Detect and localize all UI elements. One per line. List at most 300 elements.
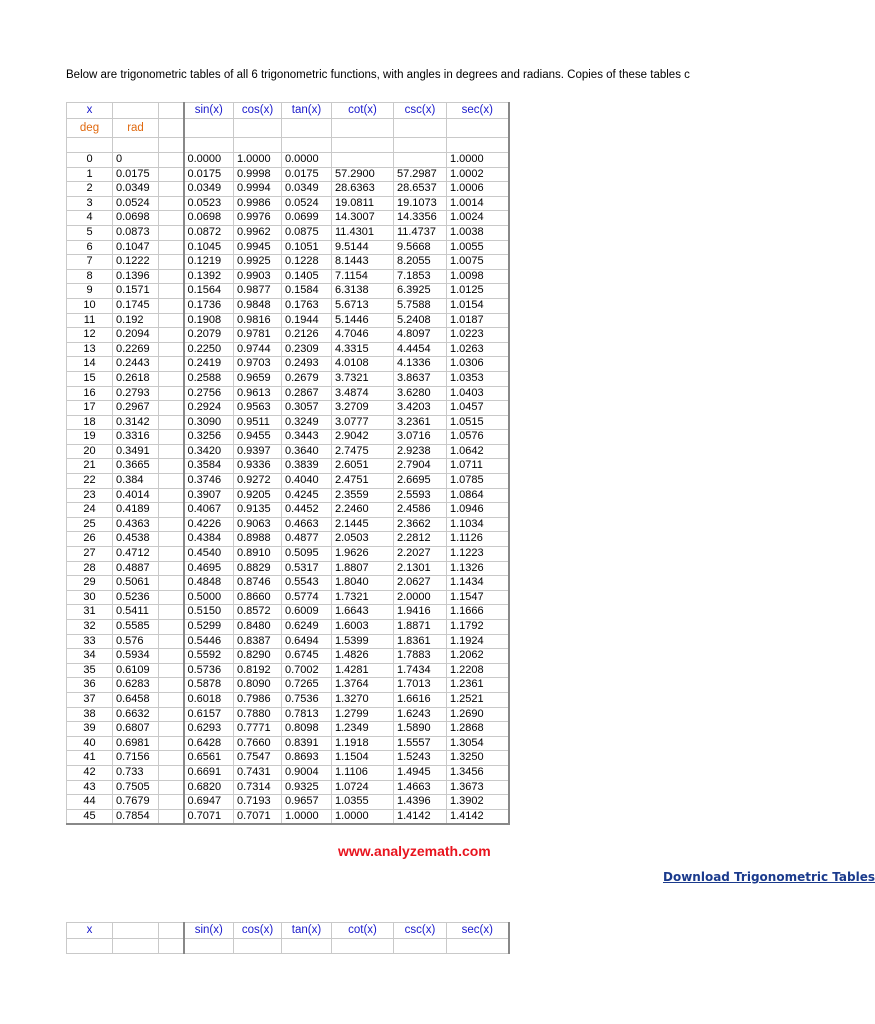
deg-cell: 19	[67, 430, 113, 445]
sec-cell: 1.0306	[447, 357, 509, 372]
unit-cell: deg	[67, 119, 113, 138]
sec-cell: 1.2062	[447, 649, 509, 664]
empty-cell	[159, 707, 184, 722]
cos-cell: 0.9998	[234, 167, 282, 182]
deg-cell: 2	[67, 182, 113, 197]
cos-cell: 0.9135	[234, 503, 282, 518]
empty-cell	[332, 119, 394, 138]
sec-cell: 1.0353	[447, 371, 509, 386]
deg-cell: 29	[67, 576, 113, 591]
cot-cell: 2.3559	[332, 488, 394, 503]
sin-cell: 0.1392	[184, 269, 234, 284]
empty-cell	[282, 138, 332, 153]
csc-cell: 1.8361	[394, 634, 447, 649]
deg-cell: 39	[67, 722, 113, 737]
csc-cell: 1.4663	[394, 780, 447, 795]
csc-cell: 1.6243	[394, 707, 447, 722]
empty-cell	[159, 284, 184, 299]
cot-cell: 1.1106	[332, 765, 394, 780]
tan-cell: 0.7265	[282, 678, 332, 693]
tan-cell: 0.6494	[282, 634, 332, 649]
csc-cell: 6.3925	[394, 284, 447, 299]
cos-cell: 0.7880	[234, 707, 282, 722]
table-row	[67, 722, 509, 737]
table-row	[67, 371, 509, 386]
sec-cell: 1.0263	[447, 342, 509, 357]
deg-cell: 33	[67, 634, 113, 649]
tan-cell: 0.7002	[282, 663, 332, 678]
rad-cell: 0.5236	[113, 590, 159, 605]
table-row	[67, 328, 509, 343]
cos-cell: 0.9336	[234, 459, 282, 474]
csc-cell: 3.8637	[394, 371, 447, 386]
table-row	[67, 517, 509, 532]
cos-cell: 0.8572	[234, 605, 282, 620]
table-row	[67, 780, 509, 795]
header-cell: csc(x)	[394, 923, 447, 939]
tan-cell: 0.0349	[282, 182, 332, 197]
sin-cell: 0.0000	[184, 153, 234, 168]
rad-cell: 0.4189	[113, 503, 159, 518]
empty-cell	[184, 138, 234, 153]
tan-cell: 0.6745	[282, 649, 332, 664]
csc-cell: 1.5557	[394, 736, 447, 751]
sec-cell: 1.0125	[447, 284, 509, 299]
csc-cell: 1.7013	[394, 678, 447, 693]
cot-cell: 6.3138	[332, 284, 394, 299]
rad-cell: 0.7156	[113, 751, 159, 766]
csc-cell: 1.7434	[394, 663, 447, 678]
deg-cell: 3	[67, 196, 113, 211]
sin-cell: 0.5592	[184, 649, 234, 664]
table-row	[67, 167, 509, 182]
sec-cell: 1.0000	[447, 153, 509, 168]
table-row	[67, 576, 509, 591]
deg-cell: 44	[67, 795, 113, 810]
empty-cell	[234, 119, 282, 138]
empty-cell	[159, 939, 184, 954]
rad-cell: 0.2967	[113, 401, 159, 416]
sin-cell: 0.1219	[184, 255, 234, 270]
csc-cell: 1.9416	[394, 605, 447, 620]
cot-cell: 1.1504	[332, 751, 394, 766]
tan-cell: 0.1228	[282, 255, 332, 270]
tan-cell: 0.1405	[282, 269, 332, 284]
header-cell: cos(x)	[234, 923, 282, 939]
empty-cell	[184, 939, 234, 954]
cos-cell: 0.9877	[234, 284, 282, 299]
rad-cell: 0.3665	[113, 459, 159, 474]
table-row	[67, 503, 509, 518]
table-row	[67, 663, 509, 678]
sec-cell: 1.1924	[447, 634, 509, 649]
cos-cell: 0.8290	[234, 649, 282, 664]
cot-cell: 3.7321	[332, 371, 394, 386]
deg-cell: 24	[67, 503, 113, 518]
empty-cell	[159, 430, 184, 445]
empty-cell	[159, 153, 184, 168]
rad-cell: 0.4014	[113, 488, 159, 503]
cos-cell: 0.9397	[234, 444, 282, 459]
sec-cell: 1.2868	[447, 722, 509, 737]
sin-cell: 0.3907	[184, 488, 234, 503]
table-row	[67, 313, 509, 328]
tan-cell: 0.8098	[282, 722, 332, 737]
sec-cell: 1.4142	[447, 809, 509, 824]
tan-cell: 0.8693	[282, 751, 332, 766]
csc-cell: 2.2027	[394, 547, 447, 562]
cos-cell: 0.9563	[234, 401, 282, 416]
cot-cell: 2.9042	[332, 430, 394, 445]
deg-cell: 23	[67, 488, 113, 503]
empty-cell	[159, 474, 184, 489]
cos-cell: 0.9816	[234, 313, 282, 328]
cot-cell: 3.2709	[332, 401, 394, 416]
rad-cell: 0.1222	[113, 255, 159, 270]
cot-cell: 4.7046	[332, 328, 394, 343]
rad-cell: 0.4363	[113, 517, 159, 532]
rad-cell: 0.1047	[113, 240, 159, 255]
sin-cell: 0.4540	[184, 547, 234, 562]
csc-cell: 7.1853	[394, 269, 447, 284]
rad-cell: 0.192	[113, 313, 159, 328]
cot-cell: 11.4301	[332, 225, 394, 240]
empty-cell	[159, 561, 184, 576]
cos-cell: 1.0000	[234, 153, 282, 168]
sin-cell: 0.6428	[184, 736, 234, 751]
tan-cell: 0.6009	[282, 605, 332, 620]
deg-cell: 27	[67, 547, 113, 562]
tan-cell: 0.3640	[282, 444, 332, 459]
tan-cell: 0.1944	[282, 313, 332, 328]
rad-cell: 0.3316	[113, 430, 159, 445]
tan-cell: 0.2309	[282, 342, 332, 357]
sin-cell: 0.1908	[184, 313, 234, 328]
table-row	[67, 547, 509, 562]
table-row	[67, 444, 509, 459]
tan-cell: 0.4245	[282, 488, 332, 503]
table-row	[67, 153, 509, 168]
sin-cell: 0.1564	[184, 284, 234, 299]
cot-cell: 1.9626	[332, 547, 394, 562]
trig-table	[66, 102, 510, 825]
empty-cell	[394, 939, 447, 954]
deg-cell: 21	[67, 459, 113, 474]
spacer-row	[67, 138, 509, 153]
sec-cell: 1.0098	[447, 269, 509, 284]
cos-cell: 0.8480	[234, 620, 282, 635]
csc-cell	[394, 153, 447, 168]
empty-cell	[282, 939, 332, 954]
deg-cell: 18	[67, 415, 113, 430]
csc-cell: 9.5668	[394, 240, 447, 255]
tan-cell: 0.4040	[282, 474, 332, 489]
cos-cell: 0.9781	[234, 328, 282, 343]
csc-cell: 1.6616	[394, 692, 447, 707]
header-cell: cot(x)	[332, 103, 394, 119]
empty-cell	[113, 138, 159, 153]
tan-cell: 0.3249	[282, 415, 332, 430]
empty-cell	[159, 488, 184, 503]
deg-cell: 30	[67, 590, 113, 605]
cos-cell: 0.7547	[234, 751, 282, 766]
empty-cell	[159, 415, 184, 430]
sec-cell: 1.2690	[447, 707, 509, 722]
rad-cell: 0.1571	[113, 284, 159, 299]
csc-cell: 2.4586	[394, 503, 447, 518]
empty-cell	[394, 138, 447, 153]
header-cell: sec(x)	[447, 103, 509, 119]
empty-cell	[159, 649, 184, 664]
empty-cell	[159, 620, 184, 635]
sec-cell: 1.1547	[447, 590, 509, 605]
sin-cell: 0.6691	[184, 765, 234, 780]
table-row	[67, 692, 509, 707]
rad-cell: 0.5411	[113, 605, 159, 620]
empty-cell	[159, 795, 184, 810]
sec-cell: 1.0403	[447, 386, 509, 401]
cos-cell: 0.8660	[234, 590, 282, 605]
tan-cell: 0.9657	[282, 795, 332, 810]
tan-cell: 0.2679	[282, 371, 332, 386]
sec-cell: 1.1326	[447, 561, 509, 576]
cos-cell: 0.8090	[234, 678, 282, 693]
sec-cell: 1.2361	[447, 678, 509, 693]
sec-cell: 1.0038	[447, 225, 509, 240]
cos-cell: 0.9962	[234, 225, 282, 240]
sec-cell: 1.0024	[447, 211, 509, 226]
sin-cell: 0.6018	[184, 692, 234, 707]
sin-cell: 0.6947	[184, 795, 234, 810]
cot-cell: 2.4751	[332, 474, 394, 489]
empty-cell	[394, 119, 447, 138]
cos-cell: 0.8746	[234, 576, 282, 591]
rad-cell: 0.6283	[113, 678, 159, 693]
sin-cell: 0.3746	[184, 474, 234, 489]
deg-cell: 40	[67, 736, 113, 751]
empty-cell	[159, 678, 184, 693]
cos-cell: 0.7986	[234, 692, 282, 707]
rad-cell: 0.6981	[113, 736, 159, 751]
unit-cell: rad	[113, 119, 159, 138]
deg-cell: 4	[67, 211, 113, 226]
header-cell	[159, 923, 184, 939]
site-url: www.analyzemath.com	[338, 843, 491, 859]
empty-cell	[447, 119, 509, 138]
sec-cell: 1.1034	[447, 517, 509, 532]
empty-cell	[159, 328, 184, 343]
sin-cell: 0.4384	[184, 532, 234, 547]
rad-cell: 0.3142	[113, 415, 159, 430]
csc-cell: 2.1301	[394, 561, 447, 576]
deg-cell: 25	[67, 517, 113, 532]
sin-cell: 0.2924	[184, 401, 234, 416]
deg-cell: 15	[67, 371, 113, 386]
tan-cell: 0.1051	[282, 240, 332, 255]
spacer-row	[67, 939, 509, 954]
cot-cell: 5.6713	[332, 298, 394, 313]
tan-cell: 0.8391	[282, 736, 332, 751]
sec-cell: 1.0576	[447, 430, 509, 445]
deg-cell: 12	[67, 328, 113, 343]
sec-cell: 1.0642	[447, 444, 509, 459]
sec-cell: 1.1434	[447, 576, 509, 591]
sin-cell: 0.2756	[184, 386, 234, 401]
cot-cell: 1.4281	[332, 663, 394, 678]
deg-cell: 42	[67, 765, 113, 780]
sec-cell: 1.0014	[447, 196, 509, 211]
cot-cell: 1.1918	[332, 736, 394, 751]
cot-cell: 1.8040	[332, 576, 394, 591]
empty-cell	[67, 939, 113, 954]
empty-cell	[159, 342, 184, 357]
csc-cell: 3.0716	[394, 430, 447, 445]
empty-cell	[234, 138, 282, 153]
tan-cell: 0.5543	[282, 576, 332, 591]
csc-cell: 4.8097	[394, 328, 447, 343]
cos-cell: 0.9613	[234, 386, 282, 401]
cos-cell: 0.7314	[234, 780, 282, 795]
empty-cell	[159, 401, 184, 416]
csc-cell: 11.4737	[394, 225, 447, 240]
deg-cell: 38	[67, 707, 113, 722]
deg-cell: 16	[67, 386, 113, 401]
header-cell: x	[67, 103, 113, 119]
deg-cell: 11	[67, 313, 113, 328]
empty-cell	[159, 138, 184, 153]
tan-cell: 1.0000	[282, 809, 332, 824]
deg-cell: 5	[67, 225, 113, 240]
empty-cell	[159, 225, 184, 240]
empty-cell	[184, 119, 234, 138]
cos-cell: 0.8192	[234, 663, 282, 678]
table-row	[67, 474, 509, 489]
empty-cell	[159, 751, 184, 766]
csc-cell: 8.2055	[394, 255, 447, 270]
tan-cell: 0.4452	[282, 503, 332, 518]
tan-cell: 0.9325	[282, 780, 332, 795]
cot-cell: 1.0355	[332, 795, 394, 810]
cos-cell: 0.9703	[234, 357, 282, 372]
rad-cell: 0.1396	[113, 269, 159, 284]
sin-cell: 0.6157	[184, 707, 234, 722]
cot-cell: 3.0777	[332, 415, 394, 430]
table-row	[67, 765, 509, 780]
cot-cell: 1.6003	[332, 620, 394, 635]
csc-cell: 3.6280	[394, 386, 447, 401]
empty-cell	[159, 357, 184, 372]
sec-cell: 1.0785	[447, 474, 509, 489]
table-row	[67, 211, 509, 226]
cos-cell: 0.9659	[234, 371, 282, 386]
sin-cell: 0.0175	[184, 167, 234, 182]
tan-cell: 0.7536	[282, 692, 332, 707]
sin-cell: 0.5446	[184, 634, 234, 649]
csc-cell: 1.7883	[394, 649, 447, 664]
rad-cell: 0.1745	[113, 298, 159, 313]
empty-cell	[159, 517, 184, 532]
tan-cell: 0.2126	[282, 328, 332, 343]
cot-cell: 1.8807	[332, 561, 394, 576]
cot-cell: 57.2900	[332, 167, 394, 182]
rad-cell: 0.733	[113, 765, 159, 780]
cos-cell: 0.9272	[234, 474, 282, 489]
header-cell: sin(x)	[184, 923, 234, 939]
cos-cell: 0.9205	[234, 488, 282, 503]
cot-cell: 2.6051	[332, 459, 394, 474]
sin-cell: 0.1736	[184, 298, 234, 313]
deg-cell: 9	[67, 284, 113, 299]
cos-cell: 0.8829	[234, 561, 282, 576]
header-row	[67, 923, 509, 939]
csc-cell: 1.5243	[394, 751, 447, 766]
rad-cell: 0.6458	[113, 692, 159, 707]
tan-cell: 0.1584	[282, 284, 332, 299]
sin-cell: 0.3256	[184, 430, 234, 445]
csc-cell: 1.8871	[394, 620, 447, 635]
cos-cell: 0.7660	[234, 736, 282, 751]
cos-cell: 0.8910	[234, 547, 282, 562]
sec-cell: 1.1223	[447, 547, 509, 562]
deg-cell: 43	[67, 780, 113, 795]
empty-cell	[159, 371, 184, 386]
table-row	[67, 795, 509, 810]
sec-cell: 1.0055	[447, 240, 509, 255]
deg-cell: 0	[67, 153, 113, 168]
sin-cell: 0.0523	[184, 196, 234, 211]
rad-cell: 0.5934	[113, 649, 159, 664]
sec-cell: 1.0711	[447, 459, 509, 474]
empty-cell	[113, 939, 159, 954]
sin-cell: 0.2588	[184, 371, 234, 386]
cot-cell: 8.1443	[332, 255, 394, 270]
rad-cell: 0.2269	[113, 342, 159, 357]
download-link[interactable]: Download Trigonometric Tables	[663, 870, 875, 884]
cos-cell: 0.8988	[234, 532, 282, 547]
empty-cell	[159, 119, 184, 138]
csc-cell: 1.5890	[394, 722, 447, 737]
tan-cell: 0.9004	[282, 765, 332, 780]
table-row	[67, 809, 509, 824]
csc-cell: 57.2987	[394, 167, 447, 182]
cos-cell: 0.7771	[234, 722, 282, 737]
sec-cell: 1.3250	[447, 751, 509, 766]
table-row	[67, 736, 509, 751]
cot-cell: 4.3315	[332, 342, 394, 357]
cos-cell: 0.9903	[234, 269, 282, 284]
cot-cell: 4.0108	[332, 357, 394, 372]
tan-cell: 0.0524	[282, 196, 332, 211]
table-row	[67, 678, 509, 693]
sin-cell: 0.7071	[184, 809, 234, 824]
empty-cell	[282, 119, 332, 138]
sec-cell: 1.1666	[447, 605, 509, 620]
sec-cell: 1.1792	[447, 620, 509, 635]
deg-cell: 14	[67, 357, 113, 372]
cot-cell: 5.1446	[332, 313, 394, 328]
csc-cell: 2.0627	[394, 576, 447, 591]
header-cell	[113, 923, 159, 939]
table-row	[67, 401, 509, 416]
tan-cell: 0.2493	[282, 357, 332, 372]
table-row	[67, 182, 509, 197]
empty-cell	[159, 196, 184, 211]
tan-cell: 0.6249	[282, 620, 332, 635]
cot-cell: 1.0000	[332, 809, 394, 824]
empty-cell	[447, 939, 509, 954]
sin-cell: 0.3090	[184, 415, 234, 430]
deg-cell: 22	[67, 474, 113, 489]
